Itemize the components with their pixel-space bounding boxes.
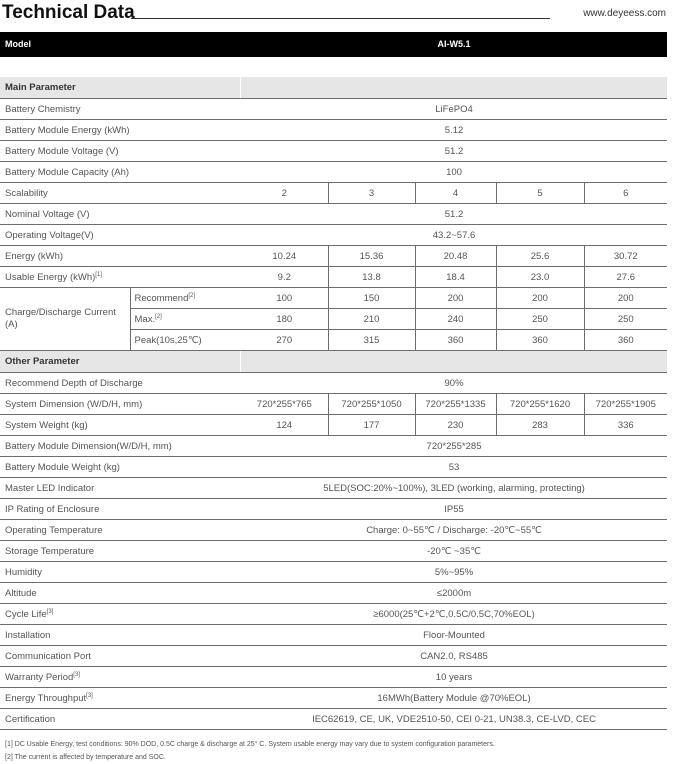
value-cell: LiFePO4 <box>241 99 667 120</box>
value-cell: 2 <box>241 183 328 204</box>
row-label <box>0 141 240 162</box>
value-cell: Charge: 0~55℃ / Discharge: -20℃~55℃ <box>241 520 667 541</box>
row-label <box>0 646 240 667</box>
footnotes <box>5 738 495 764</box>
footnote-1: [1] DC Usable Energy, test conditions: 90% DOD, 0.5C charge & discharge at 25° C. System usable energy may vary due to system configuration parameters. <box>5 741 495 748</box>
value-cell: 5%~95% <box>241 562 667 583</box>
row-label-text: Master LED Indicator <box>5 482 95 494</box>
value-cell: 240 <box>415 309 496 330</box>
value-cell: 9.2 <box>241 267 328 288</box>
value-cell: 15.36 <box>328 246 415 267</box>
row-label <box>0 120 240 141</box>
value-cell: 250 <box>584 309 667 330</box>
row-label-text: Battery Module Dimension(W/D/H, mm) <box>5 440 172 452</box>
footnote-ref: [1] <box>95 271 102 278</box>
value-cell: 250 <box>496 309 584 330</box>
spec-row <box>0 499 667 520</box>
row-label-text: Certification <box>5 713 56 725</box>
value-cell: 27.6 <box>584 267 667 288</box>
row-label <box>0 562 240 583</box>
sub-row-label-text: Peak(10s,25℃) <box>134 334 202 346</box>
row-label <box>0 709 240 730</box>
header <box>0 0 673 32</box>
value-cell: 18.4 <box>415 267 496 288</box>
row-label <box>0 373 240 394</box>
spec-row <box>0 478 667 499</box>
row-label-text: Scalability <box>5 187 48 199</box>
value-cell: 283 <box>496 415 584 436</box>
spec-row <box>0 709 667 730</box>
spec-row <box>0 436 667 457</box>
spec-row <box>0 141 667 162</box>
footnote-ref: [2] <box>188 292 196 299</box>
value-cell: ≤2000m <box>241 583 667 604</box>
spec-row <box>0 541 667 562</box>
value-cell: 5LED(SOC:20%~100%), 3LED (working, alarming, protecting) <box>241 478 667 499</box>
group-label: Charge/Discharge Current (A) <box>0 288 130 351</box>
value-cell: 200 <box>496 288 584 309</box>
website-link[interactable]: www.deyeess.com <box>583 8 666 19</box>
spec-row <box>0 583 667 604</box>
row-label-text: Communication Port <box>5 650 92 662</box>
row-label <box>0 541 240 562</box>
value-cell: 210 <box>328 309 415 330</box>
row-label-text: Altitude <box>5 587 37 599</box>
footnote-2: [2] The current is affected by temperature and SOC. <box>5 754 166 761</box>
row-label-text: Usable Energy (kWh) <box>5 271 96 283</box>
value-cell: 53 <box>241 457 667 478</box>
value-cell: 720*255*1335 <box>415 394 496 415</box>
row-label <box>0 625 240 646</box>
row-label <box>0 394 240 415</box>
spec-row <box>0 183 667 204</box>
row-label-text: Installation <box>5 629 51 641</box>
spec-row <box>0 120 667 141</box>
value-cell: 10 years <box>241 667 667 688</box>
value-cell: 720*255*1905 <box>584 394 667 415</box>
sub-row-label-text: Max. <box>134 313 156 325</box>
footnote-ref: [3] <box>86 692 93 699</box>
value-cell: 4 <box>415 183 496 204</box>
row-label-text: Recommend Depth of Discharge <box>5 377 143 389</box>
spec-row <box>0 457 667 478</box>
value-cell: 720*255*285 <box>241 436 667 457</box>
row-label <box>0 583 240 604</box>
value-cell: CAN2.0, RS485 <box>241 646 667 667</box>
value-cell: 30.72 <box>584 246 667 267</box>
value-cell: 150 <box>328 288 415 309</box>
row-label <box>0 415 240 436</box>
row-label <box>0 457 240 478</box>
footnote-ref: [3] <box>73 671 80 678</box>
spec-row <box>0 562 667 583</box>
sub-row-label <box>130 288 240 309</box>
value-cell: IP55 <box>241 499 667 520</box>
row-label <box>0 99 240 120</box>
row-label-text: Nominal Voltage (V) <box>5 208 90 220</box>
spec-row <box>0 373 667 394</box>
value-cell: 16MWh(Battery Module @70%EOL) <box>241 688 667 709</box>
value-cell: 51.2 <box>241 204 667 225</box>
model-value: AI-W5.1 <box>437 39 471 49</box>
spec-row <box>0 604 667 625</box>
value-cell: IEC62619, CE, UK, VDE2510-50, CEI 0-21, UN38.3, CE-LVD, CEC <box>241 709 667 730</box>
footnote-ref: [2] <box>155 313 162 320</box>
row-label <box>0 225 240 246</box>
section-fill <box>241 351 667 373</box>
spec-row <box>0 267 667 288</box>
section-fill <box>241 77 667 99</box>
row-label <box>0 478 240 499</box>
value-cell: 270 <box>241 330 328 351</box>
spec-row <box>0 246 667 267</box>
spec-row <box>0 625 667 646</box>
value-cell: 6 <box>584 183 667 204</box>
section-title: Main Parameter <box>0 77 240 99</box>
page-title: Technical Data <box>2 2 135 23</box>
spec-row <box>0 225 667 246</box>
value-cell: 200 <box>584 288 667 309</box>
value-cell: 177 <box>328 415 415 436</box>
spec-row <box>0 394 667 415</box>
row-label-text: Battery Module Weight (kg) <box>5 461 120 473</box>
value-cell: 3 <box>328 183 415 204</box>
row-label <box>0 604 240 625</box>
row-label-text: Warranty Period <box>5 671 74 683</box>
value-cell: 124 <box>241 415 328 436</box>
value-cell: ≥6000(25℃+2℃,0.5C/0.5C,70%EOL) <box>241 604 667 625</box>
value-cell: 315 <box>328 330 415 351</box>
value-cell: 180 <box>241 309 328 330</box>
row-label-text: Energy (kWh) <box>5 250 64 262</box>
value-cell: 20.48 <box>415 246 496 267</box>
row-label-text: System Weight (kg) <box>5 419 88 431</box>
row-label <box>0 246 240 267</box>
value-cell: 13.8 <box>328 267 415 288</box>
value-cell: -20℃ ~35℃ <box>241 541 667 562</box>
sub-row-label <box>130 330 240 351</box>
value-cell: 360 <box>584 330 667 351</box>
footnote-ref: [3] <box>46 608 54 615</box>
spec-row <box>0 646 667 667</box>
row-label <box>0 520 240 541</box>
row-label-text: Battery Module Energy (kWh) <box>5 124 130 136</box>
row-label-text: Humidity <box>5 566 42 578</box>
value-cell: 10.24 <box>241 246 328 267</box>
row-label-text: Storage Temperature <box>5 545 95 557</box>
row-label <box>0 267 240 288</box>
row-label-text: Operating Voltage(V) <box>5 229 94 241</box>
value-cell: 90% <box>241 373 667 394</box>
section-title: Other Parameter <box>0 351 240 373</box>
row-label <box>0 436 240 457</box>
row-label <box>0 183 240 204</box>
value-cell: 51.2 <box>241 141 667 162</box>
title-rule <box>131 18 550 19</box>
row-label <box>0 688 240 709</box>
value-cell: 230 <box>415 415 496 436</box>
spec-row <box>0 204 667 225</box>
value-cell: 336 <box>584 415 667 436</box>
spec-row <box>0 99 667 120</box>
value-cell: 43.2~57.6 <box>241 225 667 246</box>
spec-row <box>0 162 667 183</box>
value-cell: Floor-Mounted <box>241 625 667 646</box>
value-cell: 360 <box>496 330 584 351</box>
spec-row <box>0 667 667 688</box>
row-label <box>0 162 240 183</box>
value-cell: 100 <box>241 288 328 309</box>
row-label-text: Battery Chemistry <box>5 103 81 115</box>
section-header-row <box>0 351 667 373</box>
row-label-text: Operating Temperature <box>5 524 103 536</box>
value-cell: 23.0 <box>496 267 584 288</box>
row-label <box>0 667 240 688</box>
spec-row <box>0 520 667 541</box>
row-label-text: Battery Module Capacity (Ah) <box>5 166 130 178</box>
sub-row-label <box>130 309 240 330</box>
value-cell: 5 <box>496 183 584 204</box>
value-cell: 200 <box>415 288 496 309</box>
model-label: Model <box>5 39 31 49</box>
model-bar <box>0 32 667 57</box>
value-cell: 720*255*1050 <box>328 394 415 415</box>
spec-row <box>0 288 667 309</box>
value-cell: 720*255*1620 <box>496 394 584 415</box>
row-label <box>0 499 240 520</box>
sub-row-label-text: Recommend <box>134 292 189 304</box>
row-label <box>0 204 240 225</box>
row-label-text: Energy Throughput <box>5 692 87 704</box>
row-label-text: System Dimension (W/D/H, mm) <box>5 398 143 410</box>
row-label-text: IP Rating of Enclosure <box>5 503 100 515</box>
value-cell: 360 <box>415 330 496 351</box>
value-cell: 5.12 <box>241 120 667 141</box>
value-cell: 100 <box>241 162 667 183</box>
spec-row <box>0 415 667 436</box>
spec-row <box>0 688 667 709</box>
section-header-row <box>0 77 667 99</box>
value-cell: 25.6 <box>496 246 584 267</box>
row-label-text: Battery Module Voltage (V) <box>5 145 119 157</box>
value-cell: 720*255*765 <box>241 394 328 415</box>
spec-table <box>0 77 667 730</box>
row-label-text: Cycle Life <box>5 608 47 620</box>
